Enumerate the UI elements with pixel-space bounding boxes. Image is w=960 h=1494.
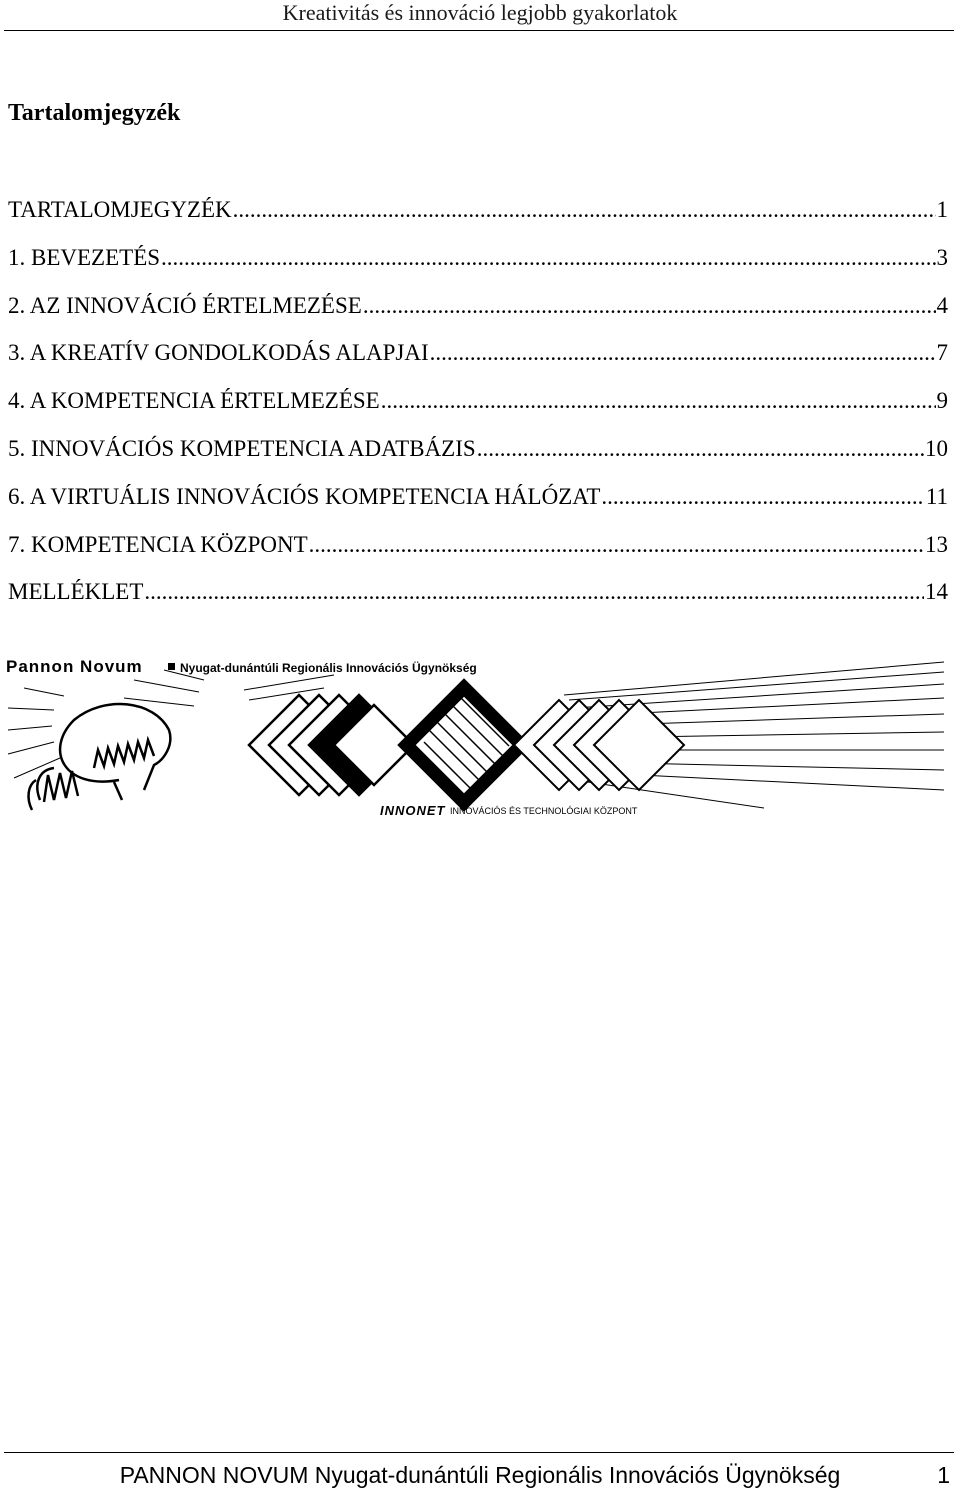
agency-name-text: Nyugat-dunántúli Regionális Innovációs Ügynökség	[180, 661, 477, 675]
innonet-wordmark: INNONET	[380, 803, 446, 818]
toc-dot-leader	[430, 336, 936, 370]
toc-entry-title: MELLÉKLET	[8, 579, 144, 605]
toc-entry-title: 4. A KOMPETENCIA ÉRTELMEZÉSE	[8, 388, 380, 414]
footer-rule	[4, 1452, 954, 1453]
toc-entry[interactable]	[8, 384, 948, 432]
separator-square-icon	[168, 663, 175, 670]
toc-entry[interactable]	[8, 193, 948, 241]
toc-entry-page: 4	[936, 292, 948, 318]
innonet-subtitle: INNOVÁCIÓS ÉS TECHNOLÓGIAI KÖZPONT	[450, 806, 638, 816]
toc-dot-leader	[601, 480, 924, 514]
toc-dot-leader	[144, 575, 924, 609]
toc-entry-page: 10	[925, 435, 948, 461]
toc-entry-page: 7	[936, 340, 948, 366]
toc-heading: Tartalomjegyzék	[8, 100, 181, 126]
outlined-diamonds-graphic	[514, 700, 684, 790]
toc-dot-leader	[309, 528, 924, 562]
toc-entry-title: 2. AZ INNOVÁCIÓ ÉRTELMEZÉSE	[8, 292, 362, 318]
toc-entry-page: 1	[936, 197, 948, 222]
toc-entry-page: 14	[925, 579, 948, 605]
toc-entry-title: 5. INNOVÁCIÓS KOMPETENCIA ADATBÁZIS	[8, 435, 476, 461]
toc-entry-page: 13	[925, 531, 948, 557]
running-header: Kreativitás és innováció legjobb gyakorlatok	[282, 0, 678, 25]
toc-entry[interactable]	[8, 289, 948, 337]
toc-entry[interactable]	[8, 528, 948, 576]
striped-diamond-graphic	[399, 680, 529, 810]
toc-entry[interactable]	[8, 336, 948, 384]
toc-entry[interactable]	[8, 480, 948, 528]
toc-entry-title: 7. KOMPETENCIA KÖZPONT	[8, 531, 308, 557]
diamond-chain-graphic	[249, 695, 414, 795]
toc-entry-page: 11	[925, 483, 948, 509]
toc-entry-title: TARTALOMJEGYZÉK	[8, 197, 232, 222]
footer-organization: PANNON NOVUM Nyugat-dunántúli Regionális Innovációs Ügynökség	[119, 1462, 841, 1488]
toc-dot-leader	[477, 432, 924, 466]
toc-dot-leader	[161, 241, 935, 275]
toc-entry[interactable]	[8, 432, 948, 480]
pannon-novum-wordmark: Pannon Novum	[6, 657, 143, 676]
toc-entry-page: 3	[936, 244, 948, 270]
partner-logo-banner	[4, 650, 948, 830]
toc-entry-title: 3. A KREATÍV GONDOLKODÁS ALAPJAI	[8, 340, 429, 366]
lightbulb-icon	[29, 704, 171, 810]
toc-entry-title: 6. A VIRTUÁLIS INNOVÁCIÓS KOMPETENCIA HÁLÓZAT	[8, 483, 601, 509]
toc-entry[interactable]	[8, 241, 948, 289]
toc-entry-title: 1. BEVEZETÉS	[8, 244, 161, 270]
header-rule	[4, 30, 954, 31]
toc-dot-leader	[233, 193, 936, 227]
toc-entry[interactable]	[8, 575, 948, 623]
toc-dot-leader	[363, 289, 936, 323]
toc-dot-leader	[381, 384, 936, 418]
toc-entry-page: 9	[936, 388, 948, 414]
toc-list	[8, 193, 948, 623]
page-number: 1	[937, 1462, 950, 1488]
